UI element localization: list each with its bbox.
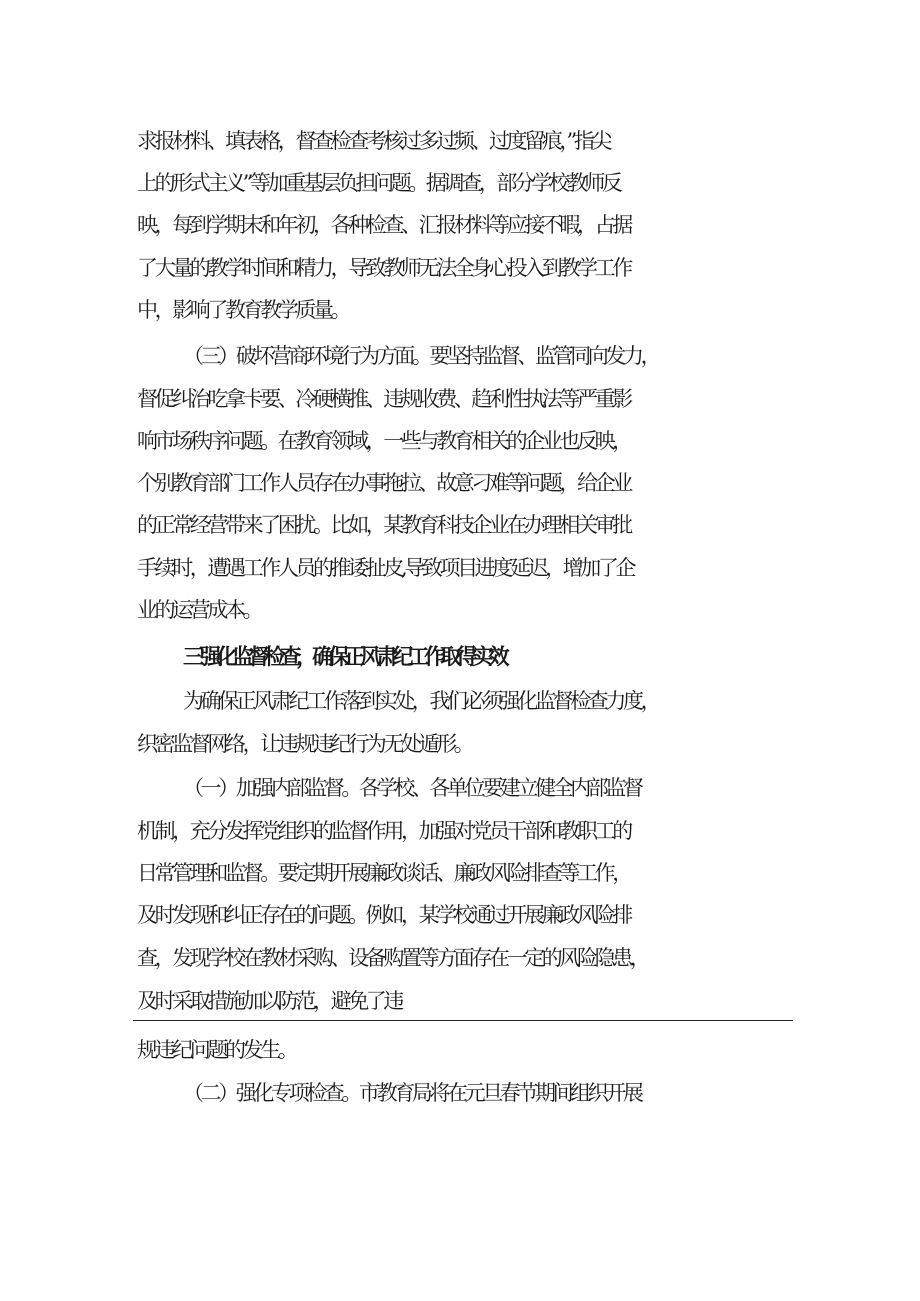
- text-line: 业的运营成本。: [137, 598, 261, 622]
- text-line: 映，每到学期末和年初，各种检查、汇报材料等应接不暇，占据: [137, 213, 630, 237]
- text-line: 了大量的教学时间和精力，导致教师无法全身心投入到教学工作: [137, 256, 630, 280]
- text-line: 织密监督网络，让违规违纪行为无处遁形。: [137, 732, 472, 756]
- text-line: 查，发现学校在教材采购、设备购置等方面存在一定的风险隐患，: [137, 946, 648, 970]
- text-line: 手续时，遭遇工作人员的推诿扯皮,导致项目进度延迟，增加了企: [137, 556, 634, 580]
- section-heading: 三'强化监督检查，确保正风肃纪工作取得实效: [183, 645, 505, 670]
- text-line: 个别教育部门工作人员存在办事拖拉、故意刁难等问题，给企业: [137, 471, 630, 495]
- text-line: 督促纠治吃拿卡要、冷硬横推、违规收费、趋利性执法等严重影: [137, 387, 630, 411]
- text-line: 中，影响了教育教学质量。: [137, 298, 349, 322]
- page-break-rule: [133, 1020, 793, 1021]
- text-line: 规违纪问题的发生。: [137, 1038, 296, 1062]
- text-line: 及时采取措施加以防范，避免了违: [137, 989, 401, 1013]
- text-line: 机制，充分发挥党组织的监督作用，加强对党员干部和教职工的: [137, 819, 630, 843]
- paragraph-start-line: 为确保正风肃纪工作落到实处，我们必须强化监督检查力度，: [183, 689, 659, 713]
- text-line: 及时发现和纠正存在的问题。例如，某学校通过开展廉政风险排: [137, 903, 630, 927]
- text-line: 日常管理和监督。要定期开展廉政谈话、廉政风险排查等工作，: [137, 861, 630, 885]
- text-line: 求报材料、填表格，督查检查考核过多过频、过度留痕，”指尖: [137, 129, 610, 153]
- paragraph-start-line: （二）强化专项检查。市教育局将在元旦春节期间组织开展: [183, 1081, 641, 1105]
- paragraph-start-line: （一）加强内部监督。各学校、各单位要建立健全内部监督: [183, 776, 641, 800]
- text-line: 上的形式主义”等加重基层负担问题。据调查，部分学校教师反: [137, 171, 620, 195]
- paragraph-start-line: （三）破坏营商环境行为方面。要坚持监督、监管同向发力，: [183, 344, 659, 368]
- text-line: 响市场秩序问题。在教育领域，一些与教育相关的企业也反映，: [137, 429, 630, 453]
- text-line: 的正常经营带来了困扰。比如，某教育科技企业在办理相关审批: [137, 513, 630, 537]
